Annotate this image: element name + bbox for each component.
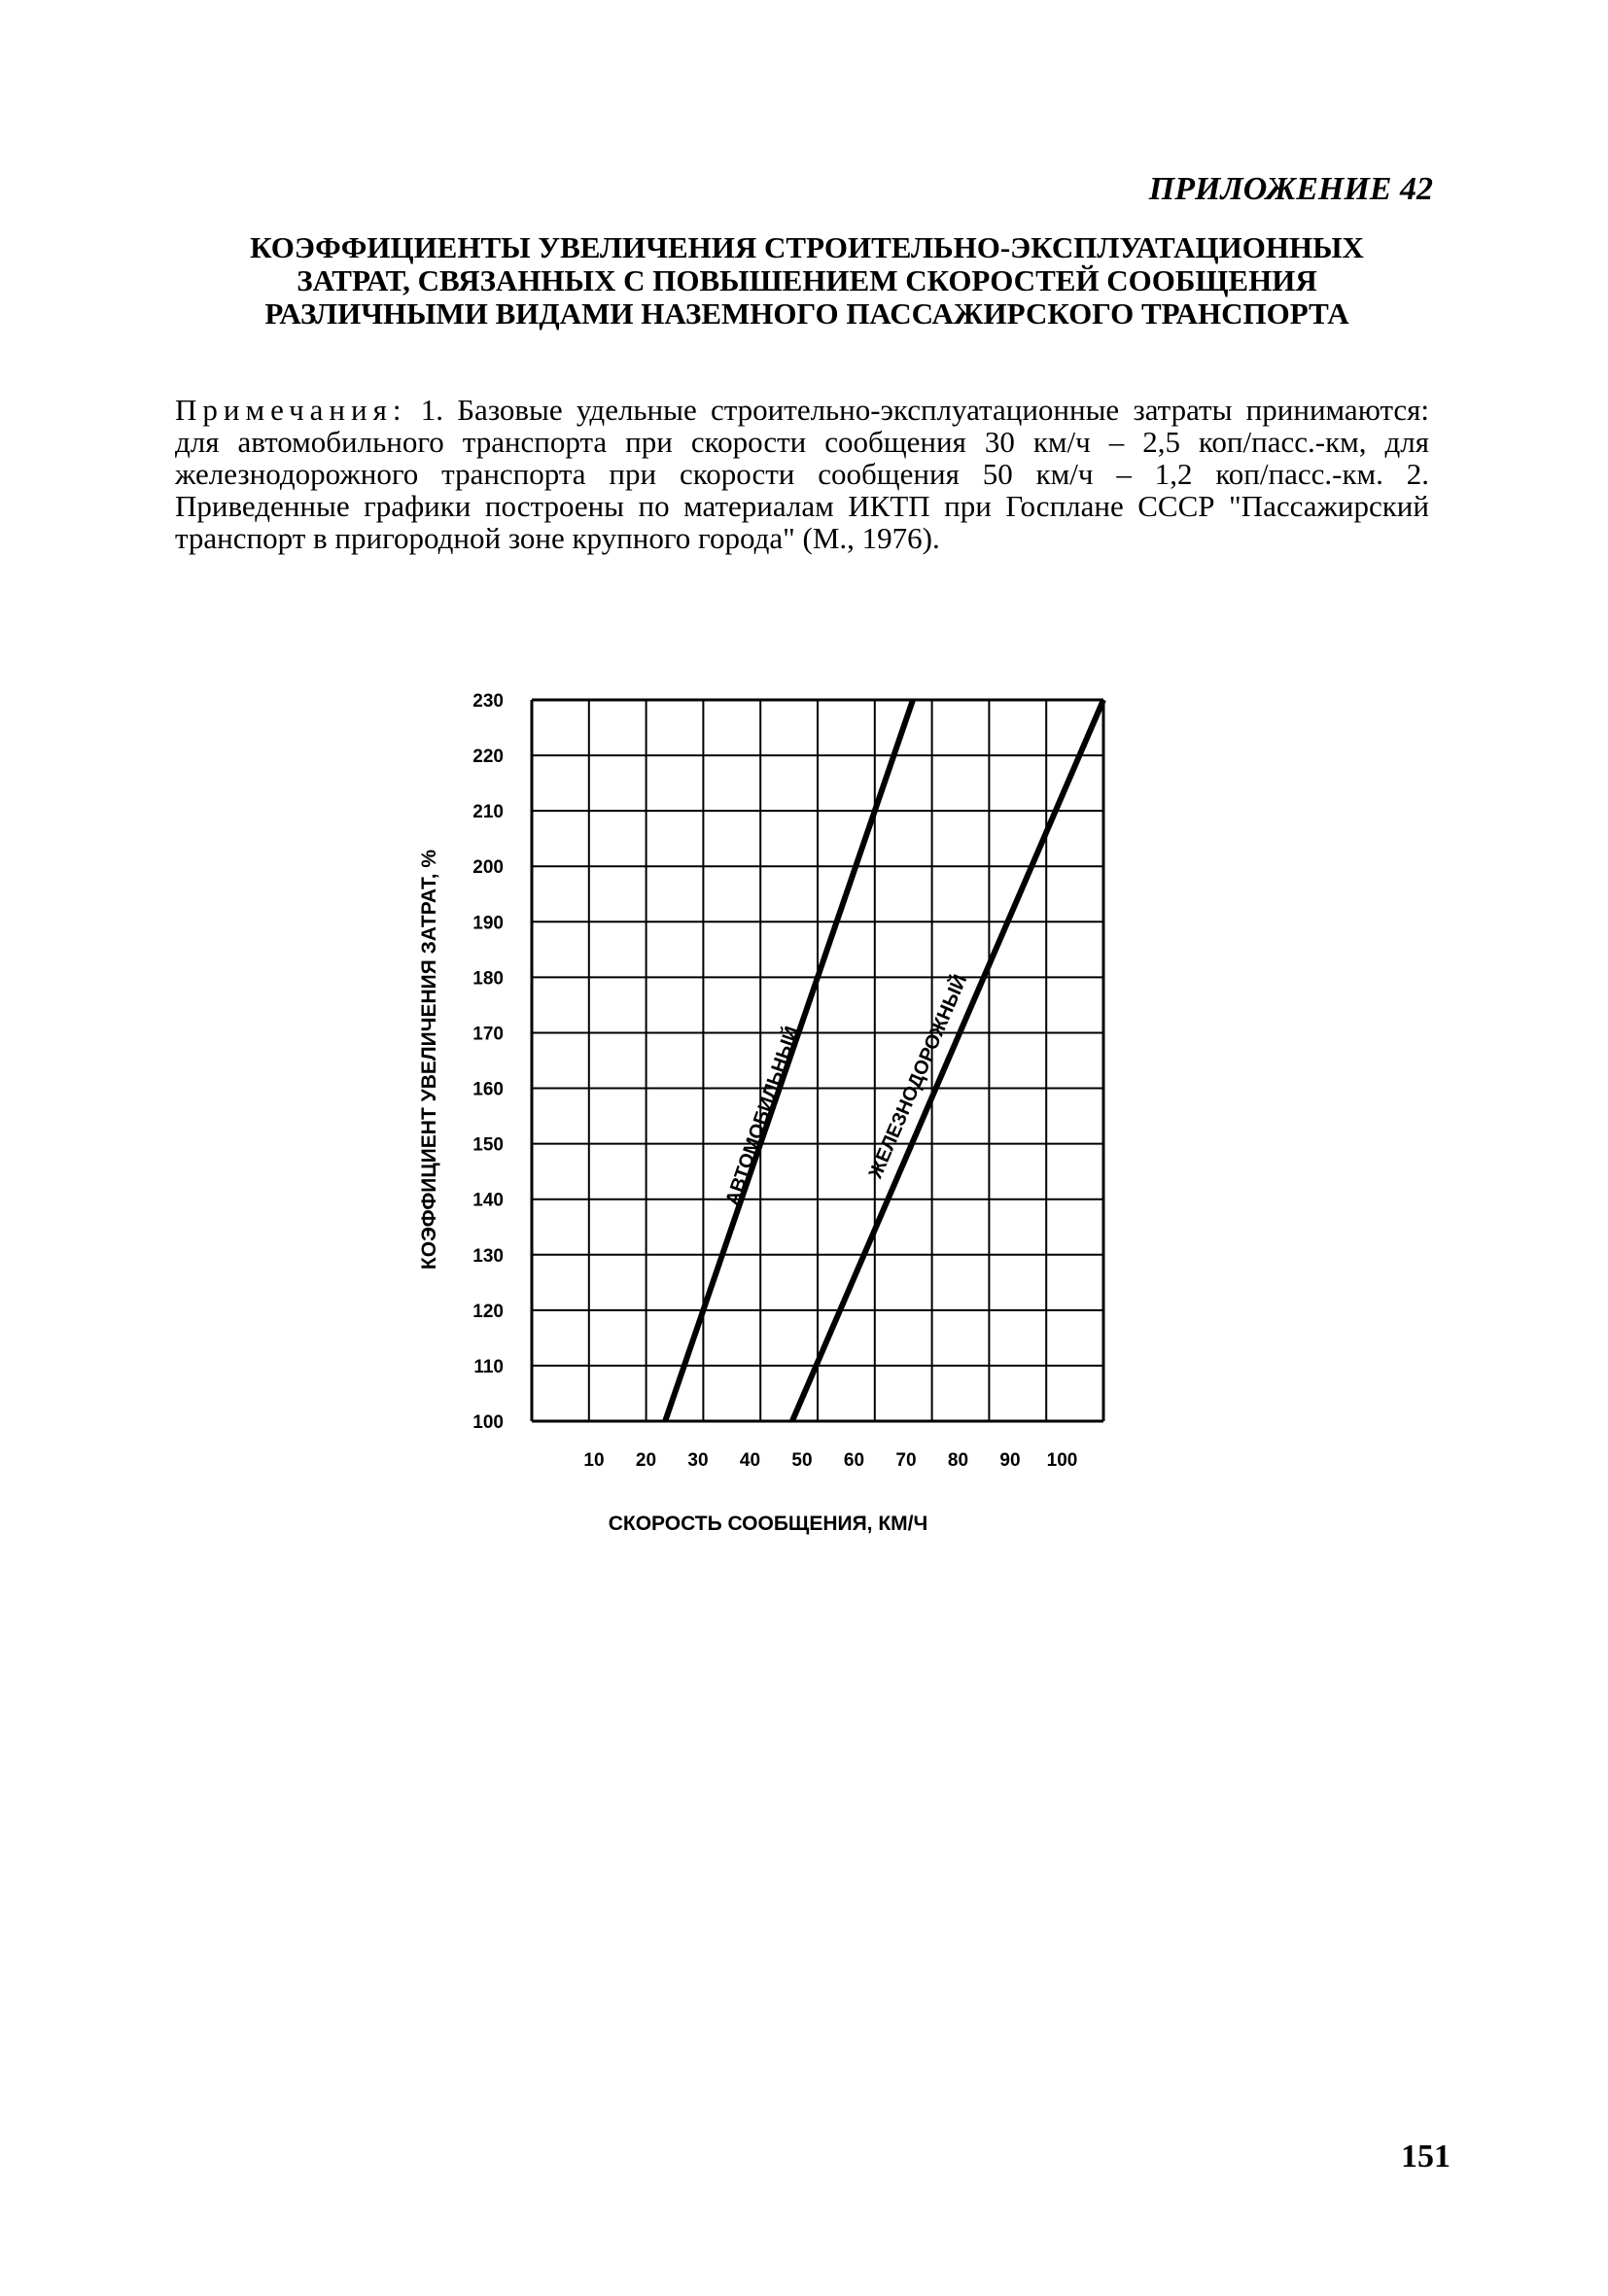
y-tick-label: 220 [472, 747, 504, 768]
y-tick-label: 190 [472, 913, 504, 934]
y-tick-label: 130 [472, 1245, 504, 1267]
chart-series [665, 700, 1103, 1421]
x-tick-label: 50 [791, 1450, 813, 1471]
y-tick-label: 230 [472, 691, 504, 712]
x-tick-label: 30 [687, 1450, 709, 1471]
x-tick-label: 70 [895, 1450, 917, 1471]
y-tick-label: 200 [472, 857, 504, 879]
x-tick-label: 90 [999, 1450, 1021, 1471]
y-tick-label: 100 [472, 1412, 504, 1433]
appendix-label: ПРИЛОЖЕНИЕ 42 [1148, 171, 1433, 207]
notes-lead: Примечания: [175, 393, 407, 427]
title-line: ЗАТРАТ, СВЯЗАННЫХ С ПОВЫШЕНИЕМ СКОРОСТЕЙ СООБЩЕНИЯ [297, 263, 1317, 297]
series-line-rail [792, 700, 1103, 1421]
y-tick-label: 180 [472, 968, 504, 990]
y-tick-label: 120 [472, 1301, 504, 1322]
series-label: АВТОМОБИЛЬНЫЙ [721, 1024, 804, 1208]
x-axis-label: СКОРОСТЬ СООБЩЕНИЯ, КМ/Ч [608, 1513, 928, 1535]
y-tick-label: 160 [472, 1079, 504, 1100]
notes-text: 1. Базовые удельные строительно-эксплуатационные затраты принимаются: для автомобильного транспорта при скорости сообщения 30 км/ч – 2,5 коп/пасс.-км, для железнодорожного транспорта при скорости сообщения 50 км/ч – 1,2 коп/пасс.-км. 2. Приведенные графики построены по материалам ИКТП при Госплане СССР "Пассажирский транспорт в пригородной зоне крупного города" (М., 1976). [175, 393, 1430, 555]
x-tick-label: 100 [1046, 1450, 1078, 1471]
y-tick-label: 110 [473, 1356, 504, 1377]
y-tick-label: 170 [472, 1024, 504, 1045]
x-tick-label: 20 [635, 1450, 657, 1471]
series-label: ЖЕЛЕЗНОДОРОЖНЫЙ [864, 971, 972, 1182]
x-tick-label: 60 [843, 1450, 865, 1471]
y-tick-label: 210 [472, 802, 504, 823]
y-tick-label: 140 [472, 1190, 504, 1211]
x-tick-label: 40 [739, 1450, 761, 1471]
x-tick-label: 10 [583, 1450, 605, 1471]
x-tick-label: 80 [947, 1450, 969, 1471]
y-axis-label: КОЭФФИЦИЕНТ УВЕЛИЧЕНИЯ ЗАТРАТ, % [418, 849, 440, 1270]
title-line: КОЭФФИЦИЕНТЫ УВЕЛИЧЕНИЯ СТРОИТЕЛЬНО-ЭКСПЛУАТАЦИОННЫХ [250, 230, 1364, 264]
title-line: РАЗЛИЧНЫМИ ВИДАМИ НАЗЕМНОГО ПАССАЖИРСКОГО ТРАНСПОРТА [264, 296, 1349, 330]
page-number: 151 [1401, 2139, 1451, 2174]
y-tick-label: 150 [472, 1134, 504, 1156]
chart-grid [532, 700, 1103, 1421]
